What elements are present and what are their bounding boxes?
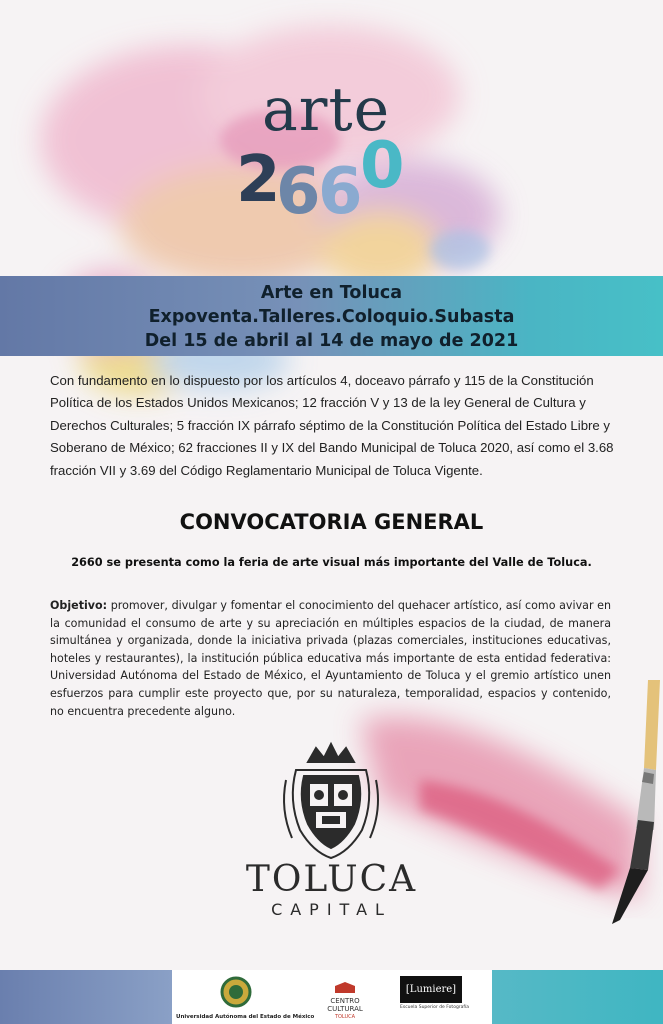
banner-dates: Del 15 de abril al 14 de mayo de 2021 — [144, 331, 519, 351]
objective-label: Objetivo: — [50, 599, 108, 612]
centro-label-3: TOLUCA — [334, 1014, 356, 1020]
sponsor-footer — [0, 970, 663, 1024]
toluca-crest-icon — [278, 740, 384, 862]
footer-sponsor-panel — [172, 970, 492, 1024]
arte-wordmark: arte — [262, 75, 391, 145]
logo-digit-6b: 6 — [318, 155, 363, 229]
objective-text: promover, divulgar y fomentar el conocimiento del quehacer artístico, así como avivar en la comunidad el consumo de arte y su apreciación en múltiples espacios de la ciudad, de manera simultánea y organizada, donde la iniciativa privada (plazas comerciales, instituciones educativas, hoteles y restaurantes), la institución pública educativa más importante de esta entidad federativa: Universidad Autónoma del Estado de México, el Ayuntamiento de Toluca y el gremio artístico unen esfuerzos para cumplir este proyecto que, por su naturaleza, temporalidad, espacios y contenido, no encuentra precedente alguno. — [50, 599, 611, 718]
uaem-label: Universidad Autónoma del Estado de México — [176, 1014, 315, 1020]
toluca-wordmark: TOLUCA — [245, 859, 418, 900]
uaem-logo — [176, 976, 315, 1020]
uaem-seal-icon — [219, 976, 253, 1008]
banner-activities: Expoventa.Talleres.Coloquio.Subasta — [148, 307, 515, 327]
centro-label-2: CULTURAL — [327, 1005, 363, 1013]
logo-digit-2: 2 — [236, 143, 281, 217]
centro-cultural-logo — [320, 978, 370, 1021]
centro-label-1: CENTRO — [330, 997, 360, 1005]
banner-title: Arte en Toluca — [260, 283, 403, 303]
building-icon — [333, 981, 357, 993]
convocatoria-heading: CONVOCATORIA GENERAL — [179, 510, 484, 534]
logo-digit-0: 0 — [360, 129, 405, 203]
objective-paragraph — [50, 597, 611, 720]
capital-wordmark: CAPITAL — [271, 900, 392, 919]
legal-basis-paragraph: Con fundamento en lo dispuesto por los artículos 4, doceavo párrafo y 115 de la Constitución Política de los Estados Unidos Mexicanos; 12 fracción V y 13 de la ley General de Cultura y Derechos Culturales; 5 fracción IX párrafo séptimo de la Constitución Política del Estado Libre y Soberano de México; 62 fracciones II y IX del Bando Municipal de Toluca 2020, así como el 3.68 fracción VII y 3.69 del Código Reglamentario Municipal de Toluca Vigente. — [50, 373, 614, 478]
lumiere-wordmark: [Lumiere] — [400, 976, 462, 1003]
logo-digit-6a: 6 — [276, 155, 321, 229]
footer-right-stripe — [492, 970, 663, 1024]
paintbrush-icon — [590, 680, 663, 930]
convocatoria-intro: 2660 se presenta como la feria de arte visual más importante del Valle de Toluca. — [71, 556, 592, 569]
event-banner — [0, 276, 663, 356]
lumiere-logo — [400, 976, 469, 1010]
lumiere-subtitle: Escuela Superior de Fotografía — [400, 1005, 469, 1010]
footer-left-stripe — [0, 970, 172, 1024]
